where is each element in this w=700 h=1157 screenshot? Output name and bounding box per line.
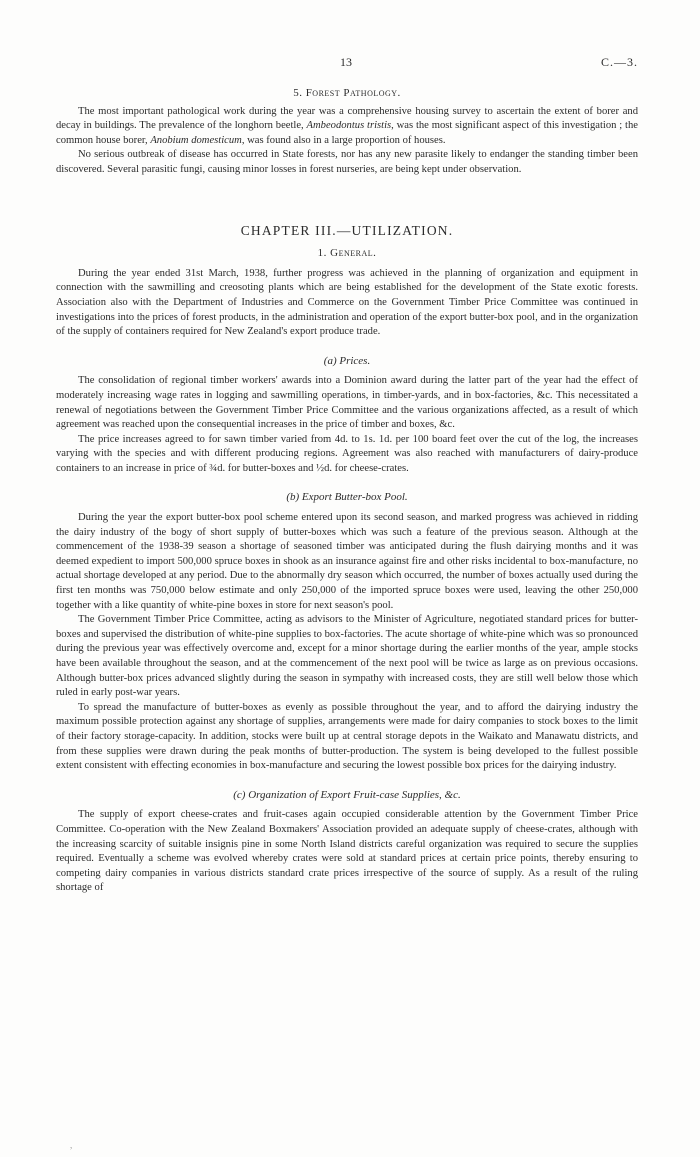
paragraph: No serious outbreak of disease has occurred in State forests, nor has any new parasite likely to endanger the standing timber been discovered. Several parasitic fungi, causing minor losses in forest nurseries, are being kept under observation. bbox=[56, 149, 638, 175]
scan-speck: , bbox=[70, 1140, 73, 1150]
subsection-heading-prices: (a) Prices. bbox=[323, 354, 371, 367]
species-name: Anobium domesticum bbox=[150, 134, 242, 146]
paragraph: The Government Timber Price Committee, acting as advisors to the Minister of Agriculture, negotiated standard prices for butter-boxes and supervised the distribution of white-pine supplies to box-factories. The acute shortage of white-pine which was so pronounced during the previous year was effectively overcome and, except for a minor shortage during the earlier months of the year, ample stocks have been available throughout the season, and at the commencement of the next pool will be twice as large as on previous occasions. Although butter-box prices advanced slightly during the season in sympathy with increased costs, they are still well below those which ruled in early post-war years. bbox=[56, 614, 638, 699]
paragraph: During the year the export butter-box pool scheme entered upon its second season, and marked progress was achieved in ridding the dairy industry of the bogy of short supply of butter-boxes which was such a feature of the previous season. Although at the commencement of the 1938-39 season a shortage of seasoned timber was anticipated during the flush dairying months and it was deemed expedient to import 500,000 spruce boxes in shook as an insurance against fire and other risks incidental to box-manufacture, no actual shortage developed at any period. Due to the abnormally dry season which occurred, the number of boxes actually used during the first ten months was 750,000 below estimate and only 250,000 of the imported spruce boxes were used, leaving the other 250,000 together with a like quantity of white-pine boxes in store for next season's pool. bbox=[56, 512, 638, 611]
document-reference: C.—3. bbox=[600, 55, 638, 69]
paragraph: During the year ended 31st March, 1938, further progress was achieved in the planning of organization and equipment in connection with the sawmilling and creosoting plants which are being established for the development of the State exotic forests. Association also with the Department of Industries and Commerce on the Government Timber Price Committee was continued in investigations into the prices of forest products, in the administration and operation of the export butter-box pool, and in the organization of the supply of containers required for New Zealand's export produce trade. bbox=[56, 267, 638, 338]
section-heading-general: 1. General. bbox=[317, 247, 377, 260]
subsection-heading-butter-box-pool: (b) Export Butter-box Pool. bbox=[286, 491, 408, 504]
paragraph: The supply of export cheese-crates and fruit-cases again occupied considerable attention by the Government Timber Price Committee. Co-operation with the New Zealand Boxmakers' Association provided an adequate supply of cheese-crates, although with the increasing scarcity of suitable insignis pine in some North Island districts careful organization was required to secure the supplies required. Eventually a scheme was evolved whereby crates were sold at standard prices at certain price points, thereby ensuring to competing dairy companies in various districts standard crate prices irrespective of the source of supply. As a result of the ruling shortage of bbox=[56, 809, 638, 894]
subsection-heading-fruit-case-supplies: (c) Organization of Export Fruit-case Supplies, &c. bbox=[233, 788, 461, 801]
paragraph: The consolidation of regional timber workers' awards into a Dominion award during the latter part of the year had the effect of moderately increasing wage rates in logging and sawmilling operations, in timber-yards, and in box-factories, &c. This necessitated a renewal of negotiations between the Government Timber Price Committee and the various organizations affected, as a result of which agreement was reached upon the consequential increases in the price of timber and boxes, &c. bbox=[56, 375, 638, 431]
running-header bbox=[0, 55, 700, 71]
page-number: 13 bbox=[340, 55, 352, 69]
paragraph: The most important pathological work during the year was a comprehensive housing survey to ascertain the extent of borer and decay in buildings. The prevalence of the longhorn beetle, Ambeodontus tristis, was the most significant aspect of this investigation ; the common house borer, Anobium domesticum, was found also in a large proportion of houses. bbox=[56, 105, 638, 146]
page-body bbox=[56, 80, 638, 896]
section-heading-forest-pathology: 5. Forest Pathology. bbox=[293, 87, 401, 99]
chapter-heading: CHAPTER III.—UTILIZATION. bbox=[240, 222, 454, 238]
paragraph: The price increases agreed to for sawn timber varied from 4d. to 1s. 1d. per 100 board feet over the cut of the log, the increases varying with the species and with different producing regions. Agreement was also reached with manufacturers of dairy-produce containers to an increase in price of ¾d. for butter-boxes and ½d. for cheese-crates. bbox=[56, 433, 638, 474]
paragraph: To spread the manufacture of butter-boxes as evenly as possible throughout the year, and to afford the dairying industry the maximum possible protection against any shortage of supplies, arrangements were made for dairy companies to stock boxes to the limit of their factory storage-capacity. In addition, stocks were built up at central storage depots in the Waikato and Manawatu districts, and from these supplies were drawn during the peak months of butter-production. The system is being developed to the fullest possible extent consistent with effecting economies in box-manufacture and securing the lowest possible box prices for the dairying industry. bbox=[56, 701, 638, 772]
species-name: Ambeodontus tristis bbox=[306, 120, 392, 132]
